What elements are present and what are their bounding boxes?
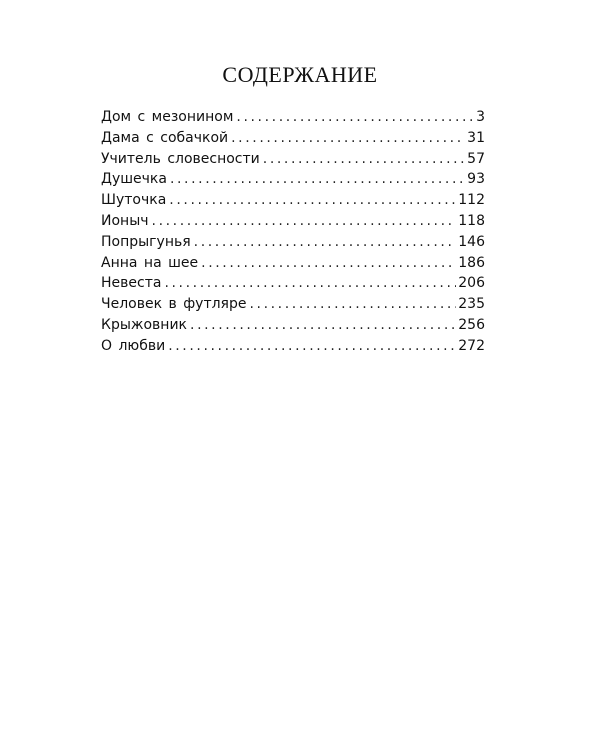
toc-entry-page: 118 [458,212,485,229]
toc-entry-title: Дама с собачкой [101,129,229,146]
toc-entry-page: 235 [458,296,485,313]
toc-entry-title: Учитель словесности [101,150,260,167]
toc-entry-page: 186 [458,254,485,271]
table-of-contents [101,107,485,357]
toc-entry [101,169,485,190]
toc-entry-title: Дом с мезонином [101,109,234,125]
toc-entry-page: 31 [467,129,485,146]
toc-entry-page: 93 [467,171,485,188]
dot-leader [236,107,474,128]
dot-leader [170,169,465,190]
toc-entry [101,149,485,170]
toc-entry-title: Невеста [101,275,162,292]
dot-leader [152,211,457,232]
toc-entry [101,128,485,149]
dot-leader [168,336,456,357]
toc-entry [101,336,485,357]
toc-entry [101,232,485,253]
toc-entry-page: 272 [458,337,485,354]
toc-entry-page: 146 [458,233,485,250]
toc-entry [101,190,485,211]
toc-entry [101,294,485,315]
toc-entry-title: Шуточка [101,192,167,209]
toc-entry-title: Душечка [101,171,167,188]
toc-entry-title: Попрыгунья [101,233,191,250]
toc-entry-page: 112 [458,192,485,209]
dot-leader [190,315,456,336]
toc-entry-title: О любви [101,337,166,354]
toc-entry [101,107,485,128]
toc-entry-title: Анна на шее [101,254,199,271]
page-title: СОДЕРЖАНИЕ [222,62,378,87]
toc-entry [101,211,485,232]
toc-entry-page: 206 [458,275,485,292]
toc-entry-title: Человек в футляре [101,296,247,313]
dot-leader [169,190,456,211]
toc-entry [101,315,485,336]
dot-leader [194,232,457,253]
toc-entry-page: 57 [467,150,485,167]
toc-entry [101,273,485,294]
dot-leader [164,273,456,294]
toc-entry-page: 256 [458,316,485,333]
dot-leader [249,294,456,315]
toc-entry [101,253,485,274]
toc-entry-page: 3 [476,109,485,125]
toc-entry-title: Ионыч [101,212,149,229]
dot-leader [263,149,465,170]
dot-leader [231,128,465,149]
dot-leader [201,253,456,274]
toc-entry-title: Крыжовник [101,316,188,333]
